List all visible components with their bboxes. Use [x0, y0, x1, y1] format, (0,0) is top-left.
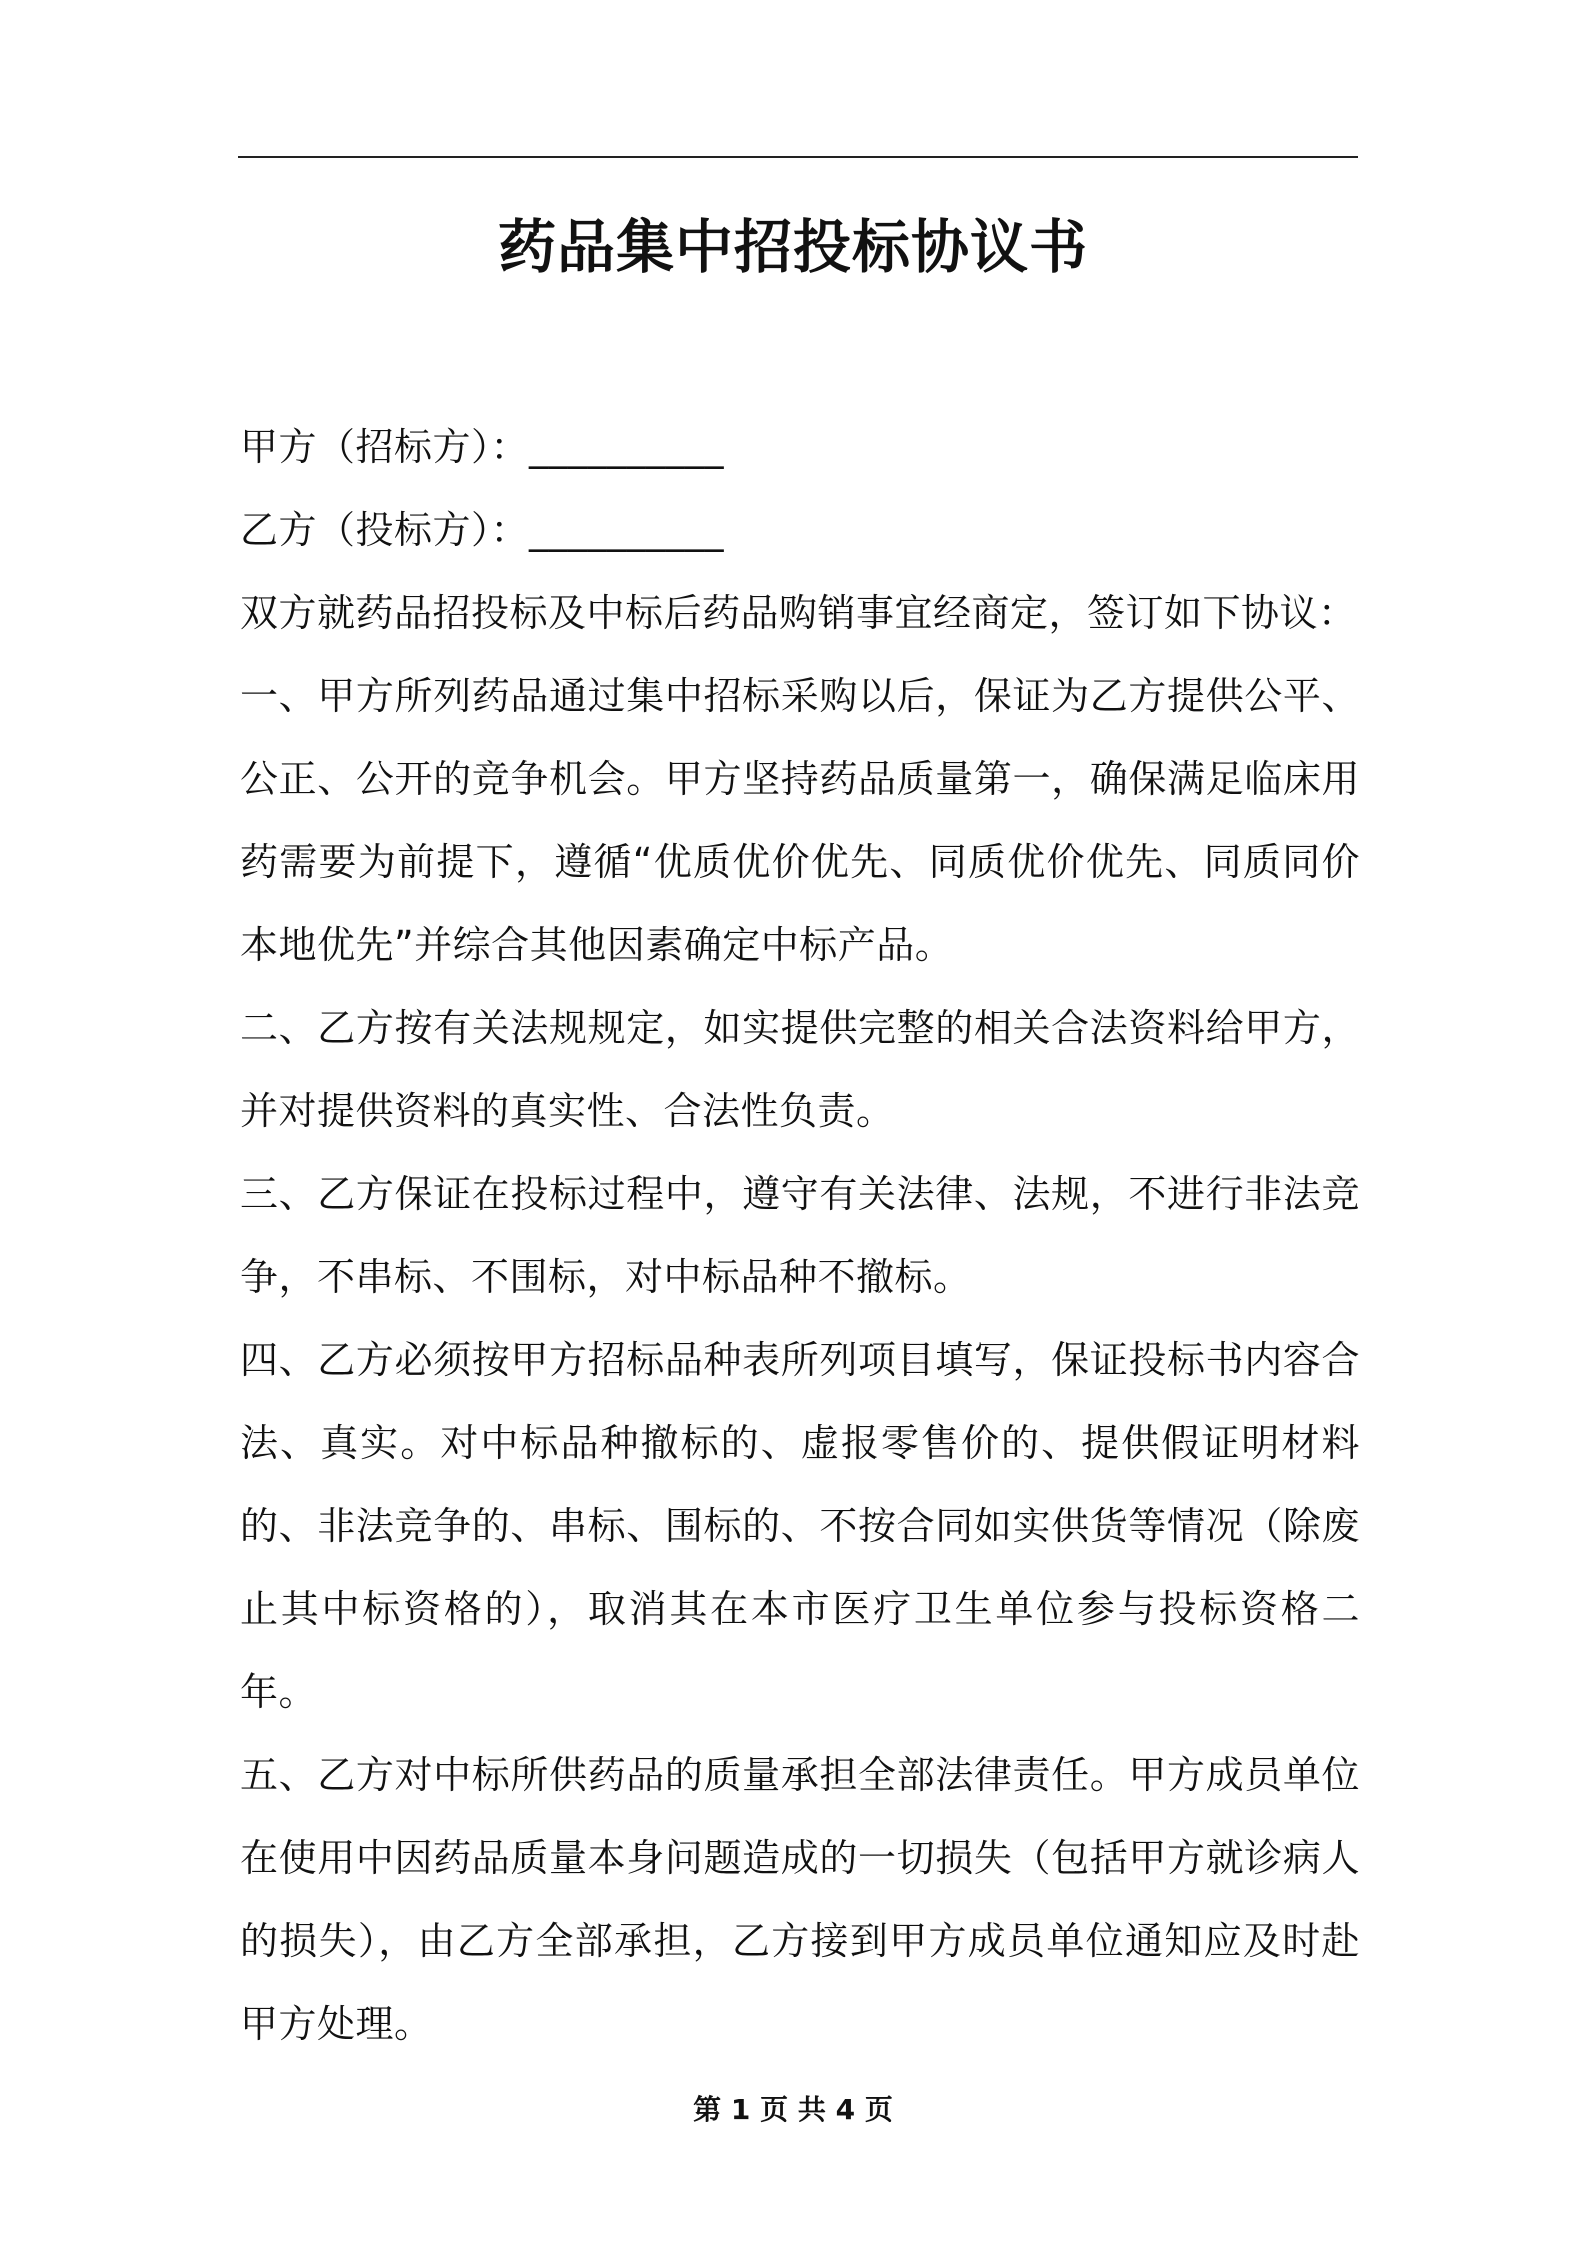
document-body: [240, 406, 1360, 2066]
clause-2: 二、乙方按有关法规规定，如实提供完整的相关合法资料给甲方，并对提供资料的真实性、合法性负责。: [240, 1006, 1360, 1133]
document-title: 药品集中招投标协议书: [497, 213, 1088, 281]
party-a-line: 甲方（招标方）：__________: [240, 425, 725, 469]
party-b-line: 乙方（投标方）：__________: [240, 508, 725, 552]
page-footer: 第 1 页 共 4 页: [693, 2093, 893, 2126]
clause-3: 三、乙方保证在投标过程中，遵守有关法律、法规，不进行非法竞争，不串标、不围标，对中标品种不撤标。: [240, 1172, 1360, 1299]
clause-5: 五、乙方对中标所供药品的质量承担全部法律责任。甲方成员单位在使用中因药品质量本身问题造成的一切损失（包括甲方就诊病人的损失），由乙方全部承担，乙方接到甲方成员单位通知应及时赴甲方处理。: [240, 1753, 1360, 2046]
intro-paragraph: 双方就药品招投标及中标后药品购销事宜经商定，签订如下协议：: [240, 591, 1357, 635]
header-rule: [238, 156, 1358, 158]
clause-1: 一、甲方所列药品通过集中招标采购以后，保证为乙方提供公平、公正、公开的竞争机会。甲方坚持药品质量第一，确保满足临床用药需要为前提下，遵循“优质优价优先、同质优价优先、同质同价本地优先”并综合其他因素确定中标产品。: [240, 674, 1360, 967]
clause-4: 四、乙方必须按甲方招标品种表所列项目填写，保证投标书内容合法、真实。对中标品种撤标的、虚报零售价的、提供假证明材料的、非法竞争的、串标、围标的、不按合同如实供货等情况（除废止其中标资格的），取消其在本市医疗卫生单位参与投标资格二年。: [240, 1338, 1360, 1714]
